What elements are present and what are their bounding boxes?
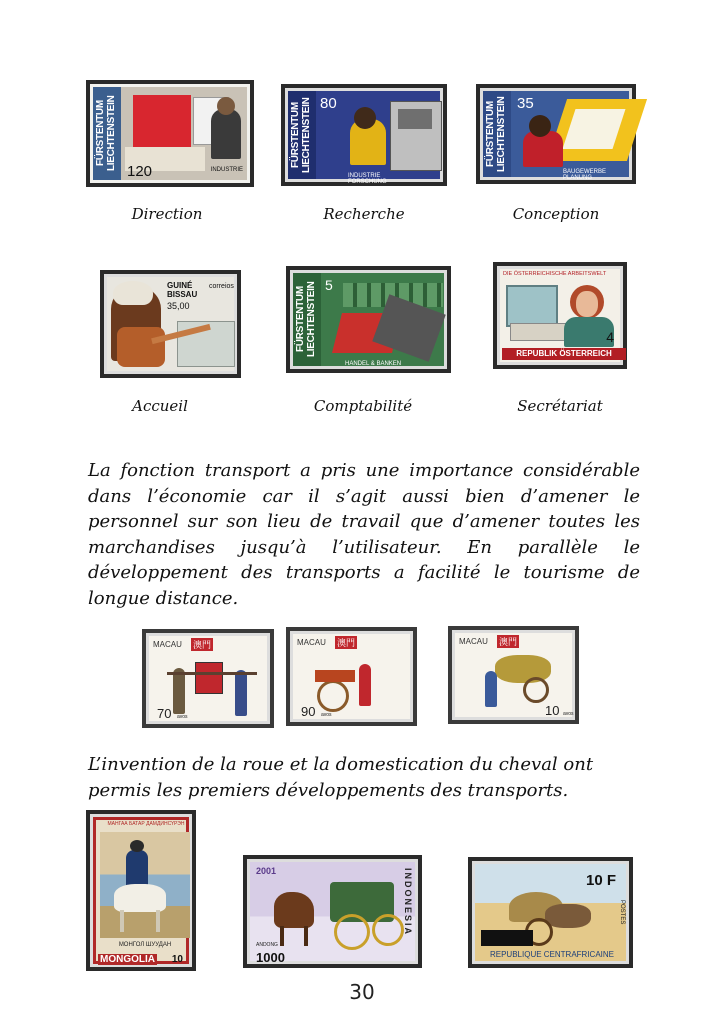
caption-accueil: Accueil [132,397,188,415]
stamp-value: 10 [545,703,560,718]
stamp-liechtenstein-direction [86,80,254,187]
stamp-value: 1000 [256,950,285,965]
stamp-extra-text: correios [209,283,234,290]
stamp-chinese-text: 澳門 [337,638,356,648]
stamp-top-text: МАНГАА БАТАР ДАМДИНСҮРЭН [107,821,185,827]
caption-comptabilite: Comptabilité [313,397,413,415]
stamp-value: 90 [301,704,316,719]
stamp-country-text: FÜRSTENTUM LIECHTENSTEIN [95,95,117,172]
stamp-liechtenstein-comptabilite [286,266,451,373]
caption-conception: Conception [512,205,600,223]
stamp-mongolia [86,810,196,971]
stamp-chinese-text: 澳門 [193,640,212,650]
stamp-unit: avos [321,712,332,718]
stamp-header-text: DIE ÖSTERREICHISCHE ARBEITSWELT [503,271,607,277]
stamp-value: 5 [325,277,333,293]
stamp-guine-bissau-accueil [100,270,241,378]
stamp-subject: INDUSTRIE FORSCHUNG [348,173,387,185]
stamp-subject: HANDEL & BANKEN [345,361,402,367]
stamp-value: 35,00 [167,301,190,311]
stamp-value: 35 [517,95,534,112]
stamp-value: 70 [157,706,172,721]
stamp-year: 2001 [256,866,277,876]
stamp-austria-secretariat [493,262,627,369]
caption-direction: Direction [131,205,203,223]
stamp-country-text: REPUBLIQUE CENTRAFRICAINE [489,950,615,959]
stamp-value: 10 [171,954,183,965]
stamp-chinese-text: 澳門 [499,637,518,647]
stamp-unit: avos [177,714,188,720]
stamp-subject: INDUSTRIE [210,167,243,173]
page-number: 30 [349,980,375,1004]
stamp-side-text: POSTES [619,900,625,925]
paragraph-transport: La fonction transport a pris une importance considérable dans l’économie car il s’agit aussi bien d’amener le personnel sur son lieu de travail que d’amener toutes les marchandises jusqu’à l’utilisateur. En parallèle le développement des transports a facilité le tourisme de longue distance. [88,460,640,609]
stamp-country-text: FÜRSTENTUM LIECHTENSTEIN [295,281,317,358]
stamp-liechtenstein-conception [476,84,636,184]
stamp-macau-2 [286,627,417,726]
stamp-label: ANDONG [256,942,278,948]
stamp-country-text: FÜRSTENTUM LIECHTENSTEIN [485,96,507,172]
stamp-value: 4 [606,329,614,345]
stamp-bottom-text: МОНГОЛ ШУУДАН [118,942,172,948]
stamp-macau-1 [142,629,274,728]
stamp-country-text: MACAU [297,638,326,647]
stamp-value: 80 [320,95,337,112]
stamp-country-text: INDONESIA [403,868,413,937]
stamp-unit: avos [563,711,574,717]
stamp-subject: BAUGEWERBE PLANUNG [563,169,607,181]
stamp-centrafrique [468,857,633,968]
stamp-value: 120 [127,163,153,180]
stamp-country-text: REPUBLIK ÖSTERREICH [502,348,626,360]
stamp-indonesia [243,855,422,968]
stamp-value: 10 F [585,872,616,889]
stamp-country-text: MONGOLIA [100,954,155,965]
caption-recherche: Recherche [323,205,405,223]
stamp-country-text: MACAU [153,640,182,649]
stamp-macau-3 [448,626,579,724]
stamp-country-text: GUINÉ BISSAU [167,281,198,299]
caption-secretariat: Secrétariat [517,397,603,415]
stamp-country-text: MACAU [459,637,488,646]
stamp-liechtenstein-recherche [281,84,447,186]
stamp-country-text: FÜRSTENTUM LIECHTENSTEIN [290,97,312,173]
paragraph-invention: L’invention de la roue et la domestication du cheval ont permis les premiers développements des transports. [88,754,594,801]
